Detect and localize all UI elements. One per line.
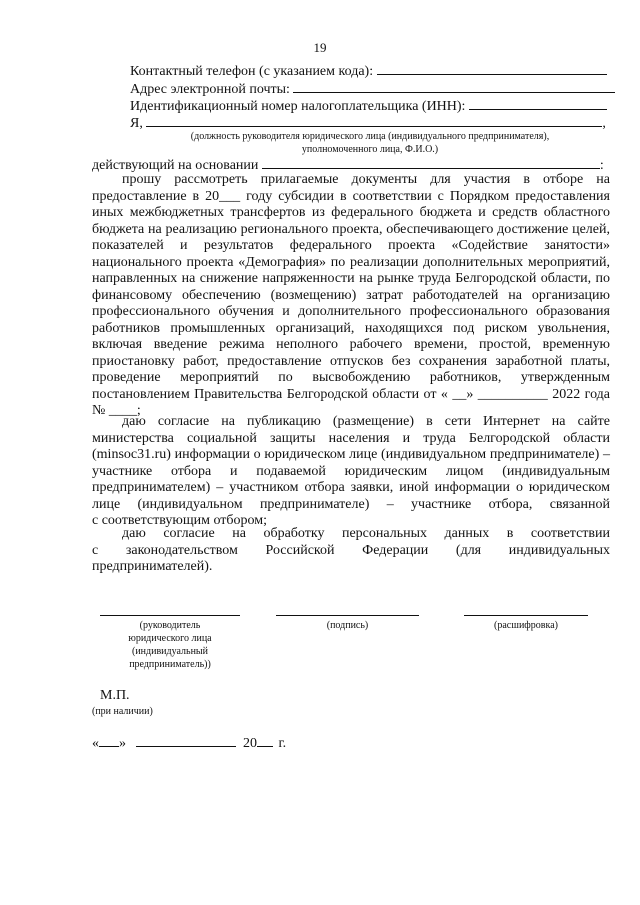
i-end: , [602, 116, 606, 131]
head-caption-line: юридического лица [128, 633, 212, 644]
consent-line: предпринимателем) – участником отбора заявки, иной информации о юридическом [92, 480, 610, 495]
request-line: работников промышленных организаций, находящихся под риском увольнения, [92, 320, 610, 336]
consent-line: министерства социальной защиты населения и труда Белгородской области [92, 430, 610, 446]
year-input-line[interactable] [257, 734, 273, 747]
inn-input-line[interactable] [469, 97, 607, 110]
consent-line: с соответствующим отбором; [92, 513, 267, 528]
request-line: приостановку работ, предоставление отпусков без сохранения заработной платы, [92, 353, 610, 369]
stamp-note: (при наличии) [92, 706, 153, 717]
signature-caption: (подпись) [326, 620, 369, 631]
request-line: № ____; [92, 403, 141, 418]
consent-line: даю согласие на публикацию (размещение) в сети Интернет на сайте [122, 414, 610, 429]
acting-end: : [599, 158, 604, 173]
decode-line[interactable] [464, 615, 588, 616]
request-line: включая введение режима неполного рабочего времени, простой, временную [92, 337, 610, 352]
request-line: направленных на снижение напряженности на рынке труда Белгородской области, по [92, 271, 610, 286]
day-input-line[interactable] [99, 734, 119, 747]
consent-line: (minsoc31.ru) информации о юридическом лице (индивидуальном предпринимателе) – [92, 447, 610, 462]
consent-line: даю согласие на обработку персональных данных в соответствии [122, 526, 610, 541]
request-line: национального проекта «Демография» по реализации дополнительных мероприятий, [92, 254, 610, 270]
personal-data-consent-paragraph [92, 526, 610, 576]
stamp-label: М.П. [100, 688, 130, 703]
request-line: прошу рассмотреть прилагаемые документы для участия в отборе на [122, 172, 610, 187]
head-caption-line: (индивидуальный [131, 646, 208, 657]
inn-field-row [130, 97, 607, 115]
email-field-row [130, 80, 615, 98]
position-note [150, 130, 590, 156]
head-caption-line: предприниматель)) [129, 659, 211, 670]
head-caption-line: (руководитель [139, 620, 201, 631]
email-label: Адрес электронной почты: [130, 82, 290, 97]
request-line: бюджета на реализацию регионального проекта, обеспечивающего достижение целей, [92, 221, 610, 237]
publication-consent-paragraph [92, 414, 610, 530]
year-prefix: 20 [243, 736, 257, 751]
date-open-quote: « [92, 736, 99, 751]
page-number: 19 [313, 40, 327, 55]
head-signature-line[interactable] [100, 615, 240, 616]
phone-label: Контактный телефон (с указанием кода): [130, 64, 374, 79]
acting-input-line[interactable] [262, 156, 600, 169]
year-suffix: г. [278, 736, 287, 751]
name-input-line[interactable] [146, 114, 602, 127]
request-line: постановлением Правительства Белгородской области от « __» __________ 2022 года [92, 386, 610, 402]
decode-caption: (расшифровка) [494, 620, 558, 631]
request-line: проведение мероприятий по высвобождению работников, утвержденным [92, 370, 610, 385]
request-line: финансовому обеспечению (возмещению) затрат работодателей на организацию [92, 287, 610, 303]
consent-line: лице (индивидуальном предпринимателе) – участнике отбора, связанной [92, 496, 610, 512]
consent-line: с законодательством Российской Федерации (для индивидуальных [92, 542, 610, 558]
signature-line[interactable] [276, 615, 419, 616]
acting-label: действующий на основании [92, 158, 259, 173]
month-input-line[interactable] [136, 734, 236, 747]
position-note-line-2: уполномоченного лица, Ф.И.О.) [301, 144, 439, 155]
request-line: иных межбюджетных трансфертов из федерального бюджета и средств областного [92, 205, 610, 220]
email-input-line[interactable] [293, 80, 615, 93]
request-line: профессионального обучения и дополнительного профессионального образования [92, 304, 610, 319]
i-label: Я, [130, 116, 143, 131]
consent-line: участнике отбора и подаваемой юридическим лицом (индивидуальным [92, 463, 610, 479]
date-row [92, 734, 286, 752]
date-close-quote: » [119, 736, 126, 751]
inn-label: Идентификационный номер налогоплательщика (ИНН): [130, 99, 466, 114]
position-note-line-1: (должность руководителя юридического лица (индивидуального предпринимателя), [190, 131, 550, 142]
phone-field-row [130, 62, 607, 80]
request-paragraph [92, 172, 610, 420]
request-line: показателей и результатов федерального проекта «Содействие занятости» [92, 238, 610, 253]
head-caption [100, 619, 240, 671]
consent-line: предпринимателей). [92, 559, 213, 574]
phone-input-line[interactable] [377, 62, 607, 75]
request-line: предоставление в 20___ году субсидии в соответствии с Порядком предоставления [92, 188, 610, 204]
